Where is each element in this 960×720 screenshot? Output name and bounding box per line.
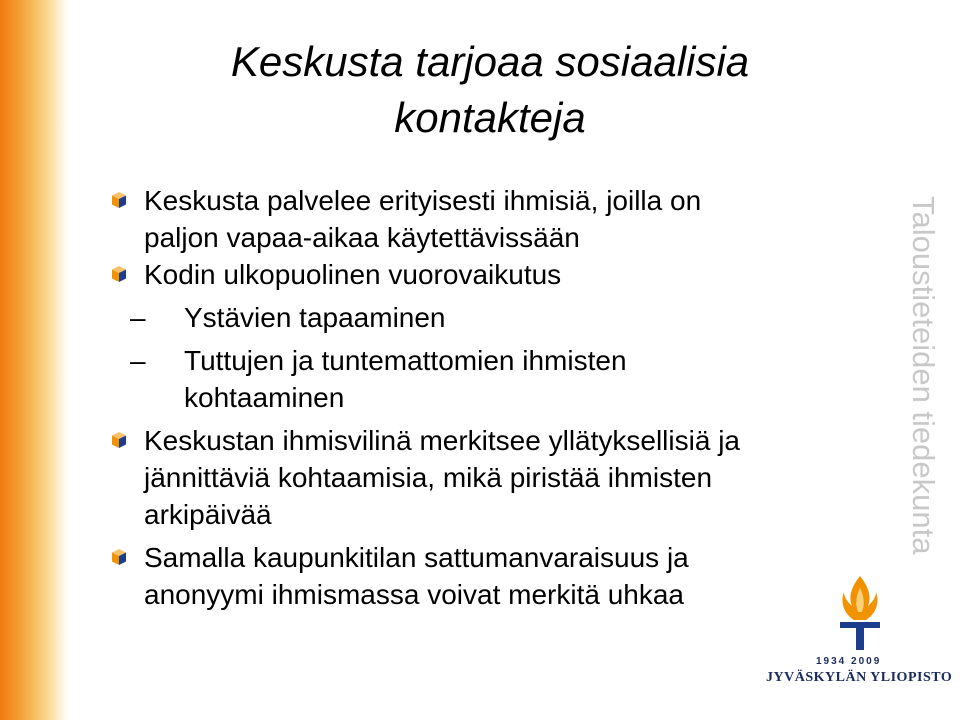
slide-title-line-2: kontakteja (394, 94, 586, 141)
bullet-line: Samalla kaupunkitilan sattumanvaraisuus ja (144, 542, 689, 573)
subbullet-item (106, 342, 826, 416)
torch-icon (830, 572, 890, 656)
dash-marker: – (130, 302, 146, 333)
subbullet-item (106, 299, 826, 336)
bullet-line: Kodin ulkopuolinen vuorovaikutus (144, 259, 562, 290)
slide-content (106, 182, 826, 613)
subbullet-line: kohtaaminen (184, 382, 345, 413)
bullet-line: Keskustan ihmisvilinä merkitsee yllätyksellisiä ja (144, 425, 740, 456)
bullet-item (106, 422, 826, 533)
bullet-line: anonyymi ihmismassa voivat merkitä uhkaa (144, 579, 684, 610)
subbullet-line: Ystävien tapaaminen (184, 302, 446, 333)
subbullet-line: Tuttujen ja tuntemattomien ihmisten (184, 345, 627, 376)
slide-title-line-1: Keskusta tarjoaa sosiaalisia (230, 38, 750, 85)
logo-years: 1934 2009 (816, 656, 882, 667)
university-logo (760, 572, 954, 712)
bullet-item (106, 539, 826, 613)
slide-title (110, 34, 870, 146)
cube-bullet-icon (112, 432, 126, 448)
cube-bullet-icon (112, 266, 126, 282)
cube-bullet-icon (112, 549, 126, 565)
bullet-line: paljon vapaa-aikaa käytettävissään (144, 222, 580, 253)
bullet-line: Keskusta palvelee erityisesti ihmisiä, joilla on (144, 185, 702, 216)
bullet-item (106, 182, 826, 256)
logo-university-name: JYVÄSKYLÄN YLIOPISTO (766, 670, 953, 685)
bullet-line: jännittäviä kohtaamisia, mikä piristää ihmisten (144, 462, 713, 493)
dash-marker: – (130, 345, 146, 376)
bullet-line: arkipäivää (144, 499, 272, 530)
bullet-item (106, 256, 826, 293)
left-gradient-stripe (0, 0, 68, 720)
faculty-side-text: Taloustieteiden tiedekunta (906, 196, 941, 555)
cube-bullet-icon (112, 192, 126, 208)
